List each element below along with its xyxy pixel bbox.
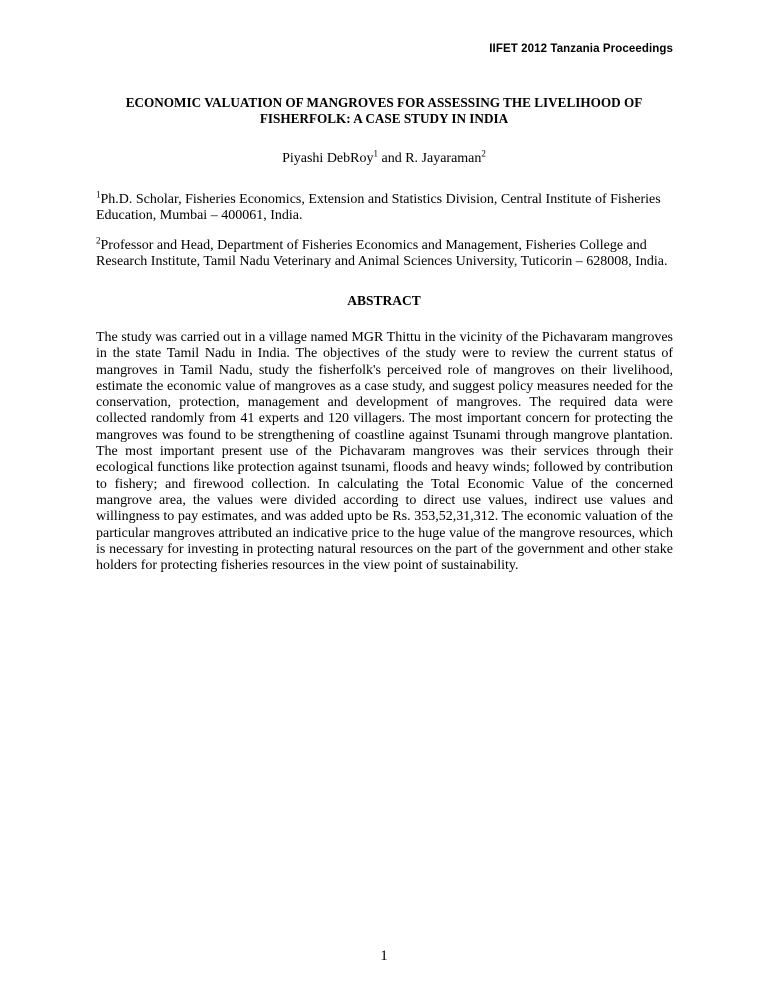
affiliation-1-mark: 1 bbox=[96, 189, 101, 200]
author-name-2: R. Jayaraman bbox=[405, 151, 482, 166]
abstract-heading: ABSTRACT bbox=[347, 293, 421, 308]
affiliation-1 bbox=[96, 189, 673, 224]
author-name-1: Piyashi DebRoy bbox=[282, 151, 374, 166]
author-connector: and bbox=[377, 151, 406, 166]
affiliation-2-text: Professor and Head, Department of Fisheries Economics and Management, Fisheries College and Research Institute, Tamil Nadu Veterinary and Animal Sciences University, Tuticorin – 628008, India. bbox=[96, 238, 668, 270]
page-number: 1 bbox=[380, 948, 388, 964]
paper-title bbox=[96, 95, 672, 127]
title-line-1: ECONOMIC VALUATION OF MANGROVES FOR ASSESSING THE LIVELIHOOD OF bbox=[125, 95, 643, 110]
running-header: IIFET 2012 Tanzania Proceedings bbox=[489, 43, 673, 55]
title-line-2: FISHERFOLK: A CASE STUDY IN INDIA bbox=[259, 111, 509, 126]
abstract-body: The study was carried out in a village named MGR Thittu in the vicinity of the Pichavaram mangroves in the state Tamil Nadu in India. The objectives of the study were to review the current status of mangroves in Tamil Nadu, study the fisherfolk's perceived role of mangroves on their livelihood, estimate the economic value of mangroves as a case study, and suggest policy measures needed for the conservation, protection, management and development of mangroves. The required data were collected randomly from 41 experts and 120 villagers. The most important concern for protecting the mangroves was found to be strengthening of coastline against Tsunami through mangrove plantation. The most important present use of the Pichavaram mangroves was their services through their ecological functions like protection against tsunami, floods and heavy winds; followed by contribution to fishery; and firewood collection. In calculating the Total Economic Value of the concerned mangrove area, the values were divided according to direct use values, indirect use values and willingness to pay estimates, and was added upto be Rs. 353,52,31,312. The economic valuation of the particular mangroves attributed an indicative price to the huge value of the mangrove resources, which is necessary for investing in protecting natural resources on the part of the government and other stake holders for protecting fisheries resources in the view point of sustainability. bbox=[96, 330, 673, 574]
author-list bbox=[96, 148, 672, 167]
author-2-affiliation-mark: 2 bbox=[481, 148, 486, 159]
author-1-affiliation-mark: 1 bbox=[373, 148, 378, 159]
affiliation-2 bbox=[96, 235, 673, 270]
affiliation-1-text: Ph.D. Scholar, Fisheries Economics, Extension and Statistics Division, Central Institute of Fisheries Education, Mumbai – 400061, India. bbox=[96, 192, 661, 224]
affiliation-2-mark: 2 bbox=[96, 235, 101, 246]
